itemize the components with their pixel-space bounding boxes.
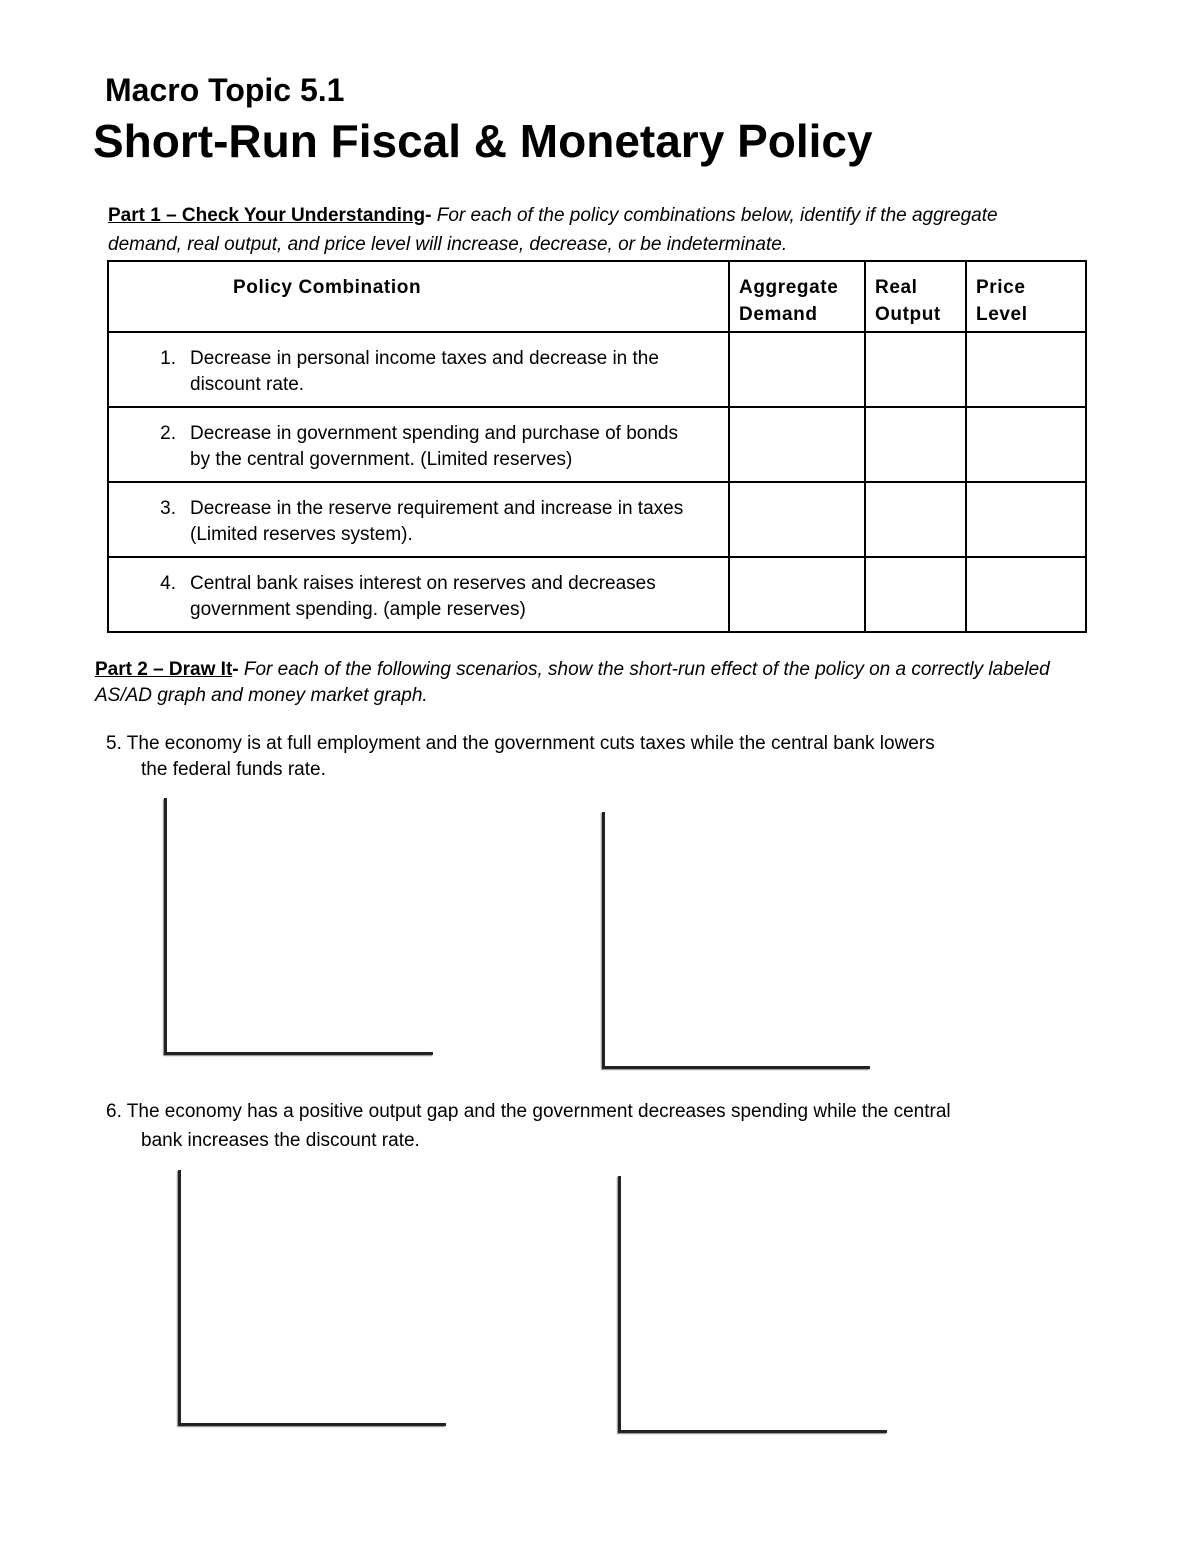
part2-label: Part 2 – Draw It — [95, 659, 233, 680]
aggregate-demand-cell[interactable] — [729, 557, 865, 632]
row-text: Central bank raises interest on reserves and decreases government spending. (ample reserves) — [190, 573, 656, 620]
scenario-6-money-market-graph-axes[interactable] — [618, 1176, 887, 1433]
table-header-row — [108, 261, 1086, 332]
row-number: 1. — [160, 348, 176, 369]
row-text: Decrease in government spending and purchase of bonds by the central government. (Limited reserves) — [190, 423, 678, 470]
table-row — [108, 482, 1086, 557]
row-number: 3. — [160, 498, 176, 519]
scenario-5-asad-graph-axes[interactable] — [164, 798, 433, 1055]
price-level-cell[interactable] — [966, 407, 1086, 482]
part2-text: For each of the following scenarios, show the short-run effect of the policy on a correctly labeled AS/AD graph and money market graph. — [95, 659, 1050, 706]
header-price-level: Price Level — [966, 261, 1086, 332]
policy-cell — [108, 557, 729, 632]
real-output-cell[interactable] — [865, 482, 966, 557]
policy-cell — [108, 482, 729, 557]
table-row — [108, 557, 1086, 632]
scenario-6-asad-graph-axes[interactable] — [178, 1170, 446, 1426]
row-number: 2. — [160, 423, 176, 444]
scenario-5-money-market-graph-axes[interactable] — [602, 812, 870, 1069]
part1-label: Part 1 – Check Your Understanding — [108, 205, 426, 226]
scenario-5-line2: the federal funds rate. — [141, 759, 326, 780]
scenario-6 — [106, 1097, 1076, 1155]
policy-table — [107, 260, 1087, 633]
part2-dash: - — [232, 659, 239, 680]
row-text: Decrease in the reserve requirement and increase in taxes (Limited reserves system). — [190, 498, 684, 545]
part1-dash: - — [425, 205, 432, 226]
row-text: Decrease in personal income taxes and decrease in the discount rate. — [190, 348, 659, 395]
real-output-cell[interactable] — [865, 332, 966, 407]
part1-instructions — [108, 201, 1058, 259]
policy-cell — [108, 407, 729, 482]
scenario-6-line1: 6. The economy has a positive output gap and the government decreases spending while the central — [106, 1101, 951, 1122]
price-level-cell[interactable] — [966, 482, 1086, 557]
policy-cell — [108, 332, 729, 407]
part2-instructions — [95, 657, 1055, 709]
row-number: 4. — [160, 573, 176, 594]
price-level-cell[interactable] — [966, 557, 1086, 632]
real-output-cell[interactable] — [865, 557, 966, 632]
table-row — [108, 332, 1086, 407]
header-real-output: Real Output — [865, 261, 966, 332]
table-row — [108, 407, 1086, 482]
scenario-5-line1: 5. The economy is at full employment and the government cuts taxes while the central bank lowers — [106, 733, 935, 754]
aggregate-demand-cell[interactable] — [729, 407, 865, 482]
scenario-5 — [106, 731, 1076, 783]
scenario-6-line2: bank increases the discount rate. — [141, 1130, 420, 1151]
header-policy-combination: Policy Combination — [108, 261, 729, 332]
header-aggregate-demand: Aggregate Demand — [729, 261, 865, 332]
topic-heading: Macro Topic 5.1 — [105, 72, 345, 108]
price-level-cell[interactable] — [966, 332, 1086, 407]
aggregate-demand-cell[interactable] — [729, 482, 865, 557]
real-output-cell[interactable] — [865, 407, 966, 482]
part1-text: For each of the policy combinations below, identify if the aggregate demand, real output, and price level will increase, decrease, or be indeterminate. — [108, 205, 998, 255]
page-title: Short-Run Fiscal & Monetary Policy — [93, 115, 873, 167]
aggregate-demand-cell[interactable] — [729, 332, 865, 407]
